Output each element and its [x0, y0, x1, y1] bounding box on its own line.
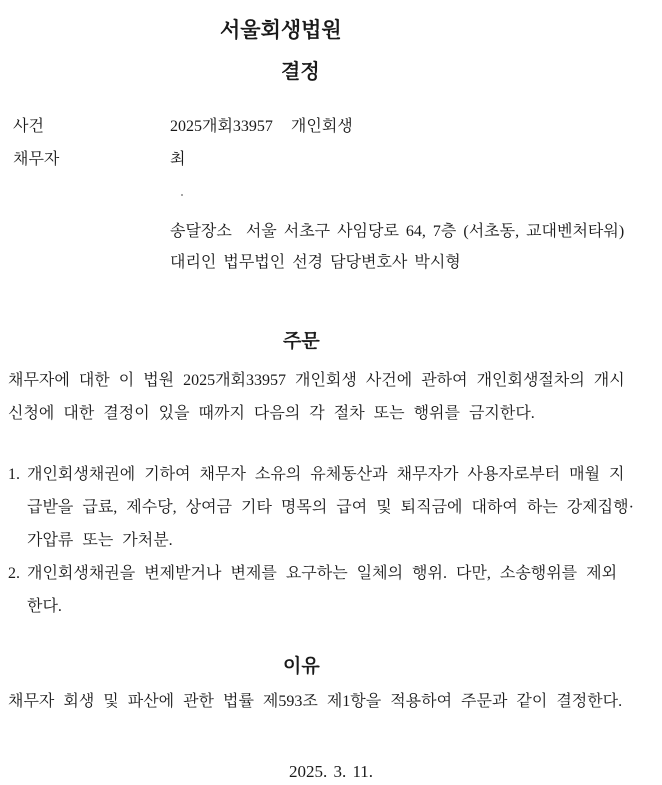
reason-text-line: 채무자 회생 및 파산에 관한 법률 제593조 제1항을 적용하여 주문과 같이 결정한다.: [8, 693, 623, 710]
debtor-value: 최: [170, 151, 186, 168]
reason-paragraph: [8, 685, 654, 718]
stray-mark: [181, 194, 183, 196]
case-number-row: [8, 117, 654, 137]
order-item-list: [8, 458, 654, 623]
debtor-row: [8, 150, 654, 170]
order-heading: 주문: [283, 331, 320, 352]
court-name: 서울회생법원: [220, 18, 342, 42]
order-intro-line: 신청에 대한 결정이 있을 때까지 다음의 각 절차 또는 행위를 금지한다.: [8, 405, 535, 422]
representative-line: 대리인 법무법인 선경 담당변호사 박시형: [170, 254, 461, 271]
reason-heading: 이유: [283, 656, 320, 677]
order-item-2-line: 개인회생채권을 변제받거나 변제를 요구하는 일체의 행위. 다만, 소송행위를 제외: [27, 565, 618, 582]
doc-title: 결정: [281, 61, 320, 83]
order-intro-line: 채무자에 대한 이 법원 2025개회33957 개인회생 사건에 관하여 개인회생절차의 개시: [8, 372, 625, 389]
order-heading-row: [8, 330, 654, 355]
order-intro-paragraph: [8, 364, 654, 430]
reason-heading-row: [8, 655, 654, 680]
order-item-2: [8, 557, 654, 623]
order-item-2-number: 2.: [8, 565, 20, 582]
debtor-label: 채무자: [13, 151, 60, 168]
doc-title-row: [8, 59, 654, 87]
case-number-value: 2025개회33957 개인회생: [170, 118, 353, 135]
order-item-1: [8, 458, 654, 557]
order-item-1-line: 개인회생채권에 기하여 채무자 소유의 유체동산과 채무자가 사용자로부터 매월 지: [27, 466, 625, 483]
case-info-section: [8, 117, 654, 170]
order-item-1-line: 급받을 급료, 제수당, 상여금 기타 명목의 급여 및 퇴직금에 대하여 하는 강제집행·: [27, 499, 634, 516]
court-name-row: [8, 16, 654, 47]
order-item-1-number: 1.: [8, 466, 20, 483]
service-address-line: 송달장소 서울 서초구 사임당로 64, 7층 (서초동, 교대벤처타워): [170, 223, 625, 240]
order-item-1-line: 가압류 또는 가처분.: [27, 532, 173, 549]
service-info-section: [8, 222, 654, 273]
case-number-label: 사건: [13, 118, 44, 135]
decision-date: 2025. 3. 11.: [288, 762, 374, 781]
order-item-2-line: 한다.: [27, 598, 62, 615]
